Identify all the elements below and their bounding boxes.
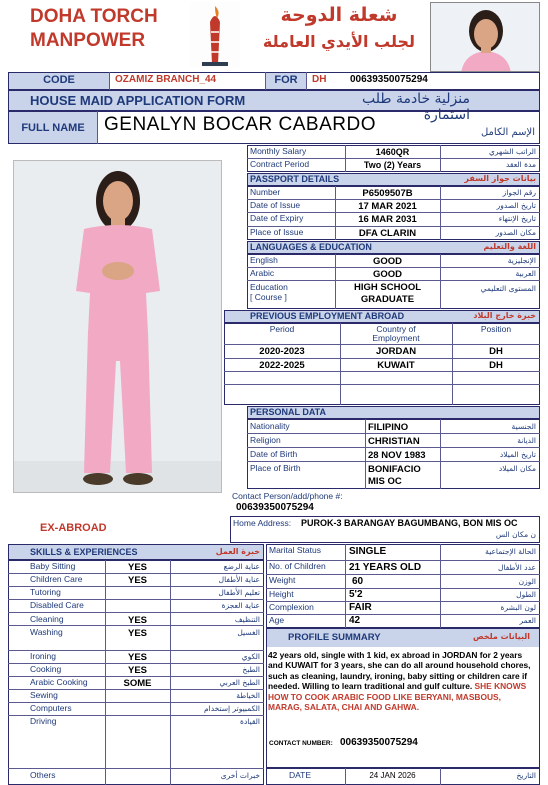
profile-summary-title: PROFILE SUMMARY xyxy=(288,632,381,643)
religion-value: CHRISTIAN xyxy=(368,436,420,447)
age-value: 42 xyxy=(349,615,361,626)
passport-number-label: Number xyxy=(250,187,281,197)
weight-label: Weight xyxy=(269,575,296,585)
passport-place-value: DFA CLARIN xyxy=(358,228,417,239)
complexion-label: Complexion xyxy=(269,602,314,612)
education-value: HIGH SCHOOL xyxy=(353,282,422,293)
skill-label-cleaning: Cleaning xyxy=(30,614,64,624)
skill-arabic-ironing: الكوي xyxy=(241,652,260,661)
employment-col-country-line2: Employment xyxy=(372,333,420,343)
status-label: EX-ABROAD xyxy=(40,522,107,534)
employment-row-2-period: 2022-2025 xyxy=(259,360,305,371)
skill-label-arabic-cooking: Arabic Cooking xyxy=(30,677,88,687)
skill-arabic-arabic-cooking: الطبخ العربي xyxy=(219,678,260,687)
skill-label-baby-sitting: Baby Sitting xyxy=(30,561,76,571)
education-label: Education xyxy=(250,282,288,292)
passport-number-value: P6509507B xyxy=(362,188,413,199)
employment-row-1-period: 2020-2023 xyxy=(259,346,305,357)
skill-arabic-driving: القيادة xyxy=(240,717,260,726)
education-arabic: المستوى التعليمي xyxy=(480,284,536,293)
profile-contact-label: CONTACT NUMBER: xyxy=(269,740,333,747)
profile-contact-value: 00639350075294 xyxy=(340,737,418,748)
monthly-salary-arabic: الراتب الشهري xyxy=(489,147,536,156)
passport-number-arabic: رقم الجواز xyxy=(502,188,536,197)
company-name-line1: DOHA TORCH xyxy=(30,6,158,27)
skill-label-computers: Computers xyxy=(30,703,72,713)
complexion-value: FAIR xyxy=(349,602,372,613)
contract-period-label: Contract Period xyxy=(250,159,310,169)
passport-expiry-value: 16 MAR 2031 xyxy=(358,214,417,225)
monthly-salary-label: Monthly Salary xyxy=(250,146,307,156)
weight-arabic: الوزن xyxy=(518,577,536,586)
skill-arabic-others: خبرات أخرى xyxy=(220,771,260,780)
arabic-value: GOOD xyxy=(372,269,403,280)
children-value: 21 YEARS OLD xyxy=(349,562,422,573)
arabic-company-line1: شعلة الدوحة xyxy=(280,4,398,26)
religion-label: Religion xyxy=(250,435,281,445)
children-arabic: عدد الأطفال xyxy=(498,563,536,572)
weight-value: 60 xyxy=(352,576,364,587)
skill-label-cooking: Cooking xyxy=(30,664,62,674)
code-value: OZAMIZ BRANCH_44 xyxy=(115,74,217,85)
english-arabic: الإنجليزية xyxy=(507,256,536,265)
birth-place-value: BONIFACIO xyxy=(368,464,421,475)
english-label: English xyxy=(250,255,278,265)
full-name-value: GENALYN BOCAR CABARDO xyxy=(104,114,376,135)
skill-arabic-tutoring: تعليم الأطفال xyxy=(218,588,260,597)
employment-title: PREVIOUS EMPLOYMENT ABROAD xyxy=(250,311,405,321)
profile-summary-title-arabic: البيانات ملخص xyxy=(472,632,530,641)
languages-title-arabic: اللغة والتعليم xyxy=(483,242,536,251)
full-body-photo xyxy=(13,160,222,493)
english-value: GOOD xyxy=(372,256,403,267)
skill-arabic-washing: الغسيل xyxy=(237,628,260,637)
skill-label-disabled-care: Disabled Care xyxy=(30,600,84,610)
skill-label-children-care: Children Care xyxy=(30,574,83,584)
date-value: 24 JAN 2026 xyxy=(369,771,416,780)
marital-status-label: Marital Status xyxy=(269,545,321,555)
contract-period-value: Two (2) Years xyxy=(363,160,422,170)
skill-value-arabic-cooking: SOME xyxy=(123,678,152,689)
torch-logo xyxy=(190,2,240,68)
skill-label-driving: Driving xyxy=(30,716,57,726)
passport-title: PASSPORT DETAILS xyxy=(250,174,340,184)
contact-person-label: Contact Person/add/phone #: xyxy=(232,491,343,501)
arabic-label: Arabic xyxy=(250,268,275,278)
age-label: Age xyxy=(269,615,285,625)
passport-title-arabic: بيانات جواز السفر xyxy=(464,174,536,183)
contract-period-arabic: مدة العقد xyxy=(506,160,536,169)
code-label: CODE xyxy=(43,74,75,86)
home-address-label: Home Address: xyxy=(233,518,292,528)
skill-label-sewing: Sewing xyxy=(30,690,58,700)
birth-date-value: 28 NOV 1983 xyxy=(368,450,426,461)
company-name-line2: MANPOWER xyxy=(30,30,146,51)
passport-place-arabic: مكان الصدور xyxy=(495,228,536,237)
form-title: HOUSE MAID APPLICATION FORM xyxy=(30,93,246,108)
code-phone: 00639350075294 xyxy=(350,74,428,85)
skill-value-ironing: YES xyxy=(127,652,147,663)
skill-arabic-baby-sitting: عناية الرضع xyxy=(223,562,260,571)
employment-col-position: Position xyxy=(480,324,512,334)
nationality-value: FILIPINO xyxy=(368,422,409,433)
home-address-value: PUROK-3 BARANGAY BAGUMBANG, BON MIS OC xyxy=(301,518,518,528)
form-title-arabic: منزلية خادمة طلب استمارة xyxy=(361,91,470,123)
nationality-label: Nationality xyxy=(250,421,290,431)
height-value: 5'2 xyxy=(349,589,363,600)
passport-expiry-label: Date of Expiry xyxy=(250,213,304,223)
employment-col-period: Period xyxy=(269,324,295,334)
profile-summary-body: 42 years old, single with 1 kid, ex abroad in JORDAN for 2 years and KUWAIT for 3 years, she can do all around household chores, such as cleaning, laundry, ironing, baby sitting or children care if needed. Willing to learn traditional and gulf culture. xyxy=(268,650,531,692)
height-label: Height xyxy=(269,589,294,599)
skill-arabic-children-care: عناية الأطفال xyxy=(218,575,260,584)
skill-arabic-computers: الكمبيوتر إستخدام xyxy=(204,704,260,713)
profile-photo-small xyxy=(430,2,540,72)
complexion-arabic: لون البشرة xyxy=(500,603,536,612)
religion-arabic: الديانة xyxy=(517,436,536,445)
passport-issue-arabic: تاريخ الصدور xyxy=(496,201,536,210)
employment-row-1-position: DH xyxy=(489,346,503,357)
skill-arabic-cleaning: التنظيف xyxy=(234,615,260,624)
birth-place-arabic: مكان الميلاد xyxy=(498,464,536,473)
education-value-line2: GRADUATE xyxy=(360,294,415,305)
skill-label-others: Others xyxy=(30,770,56,780)
birth-date-label: Date of Birth xyxy=(250,449,298,459)
nationality-arabic: الجنسية xyxy=(511,422,536,431)
skill-value-baby-sitting: YES xyxy=(127,562,147,573)
employment-row-2-position: DH xyxy=(489,360,503,371)
date-label: DATE xyxy=(289,770,312,780)
skills-title: SKILLS & EXPERIENCES xyxy=(30,547,138,557)
passport-expiry-arabic: تاريخ الإنتهاء xyxy=(498,214,536,223)
passport-place-label: Place of Issue xyxy=(250,227,304,237)
employment-row-2-country: KUWAIT xyxy=(377,360,415,371)
home-address-arabic: ن مكان الس xyxy=(495,530,536,539)
marital-status-value: SINGLE xyxy=(349,546,387,557)
skills-title-arabic: خبرة العمل xyxy=(215,547,260,556)
employment-col-country: Country of xyxy=(376,324,416,334)
skill-value-children-care: YES xyxy=(127,575,147,586)
full-name-label: FULL NAME xyxy=(21,122,85,134)
skill-label-ironing: Ironing xyxy=(30,651,56,661)
skill-value-cleaning: YES xyxy=(127,615,147,626)
skill-arabic-cooking: الطبخ xyxy=(242,665,260,674)
age-arabic: العمر xyxy=(519,616,536,625)
for-label: FOR xyxy=(274,74,298,86)
employment-row-1-country: JORDAN xyxy=(375,346,417,357)
arabic-arabic: العربية xyxy=(515,269,536,278)
contact-person-value: 00639350075294 xyxy=(236,502,314,513)
passport-issue-label: Date of Issue xyxy=(250,200,301,210)
skill-value-cooking: YES xyxy=(127,665,147,676)
birth-place-label: Place of Birth xyxy=(250,463,301,473)
education-course-label: [ Course ] xyxy=(250,292,287,302)
skill-value-washing: YES xyxy=(127,628,147,639)
for-value: DH xyxy=(312,74,327,85)
date-arabic: التاريخ xyxy=(516,771,536,780)
skill-label-washing: Washing xyxy=(30,627,63,637)
birth-place-value-line2: MIS OC xyxy=(368,476,402,487)
employment-title-arabic: خبرة خارج البلاد xyxy=(473,311,536,320)
marital-status-arabic: الحالة الإجتماعية xyxy=(485,547,536,556)
monthly-salary-value: 1460QR xyxy=(375,147,410,157)
languages-title: LANGUAGES & EDUCATION xyxy=(250,242,372,252)
profile-summary-cooking: SHE KNOWS HOW TO COOK ARABIC FOOD LIKE BERYANI, MASBOUS, MARAG, SALATA, CHAI AND GAHWA. xyxy=(268,681,527,713)
arabic-company-line2: لجلب الأيدي العاملة xyxy=(262,32,416,51)
profile-summary-text xyxy=(268,650,536,712)
full-name-arabic: الإسم الكامل xyxy=(480,127,535,138)
skill-arabic-sewing: الخياطة xyxy=(236,691,260,700)
personal-title: PERSONAL DATA xyxy=(250,407,327,417)
children-label: No. of Children xyxy=(269,561,326,571)
height-arabic: الطول xyxy=(516,590,536,599)
skill-label-tutoring: Tutoring xyxy=(30,587,61,597)
birth-date-arabic: تاريخ الميلاد xyxy=(499,450,536,459)
skill-arabic-disabled-care: عناية العجزة xyxy=(221,601,260,610)
passport-issue-value: 17 MAR 2021 xyxy=(358,201,417,212)
